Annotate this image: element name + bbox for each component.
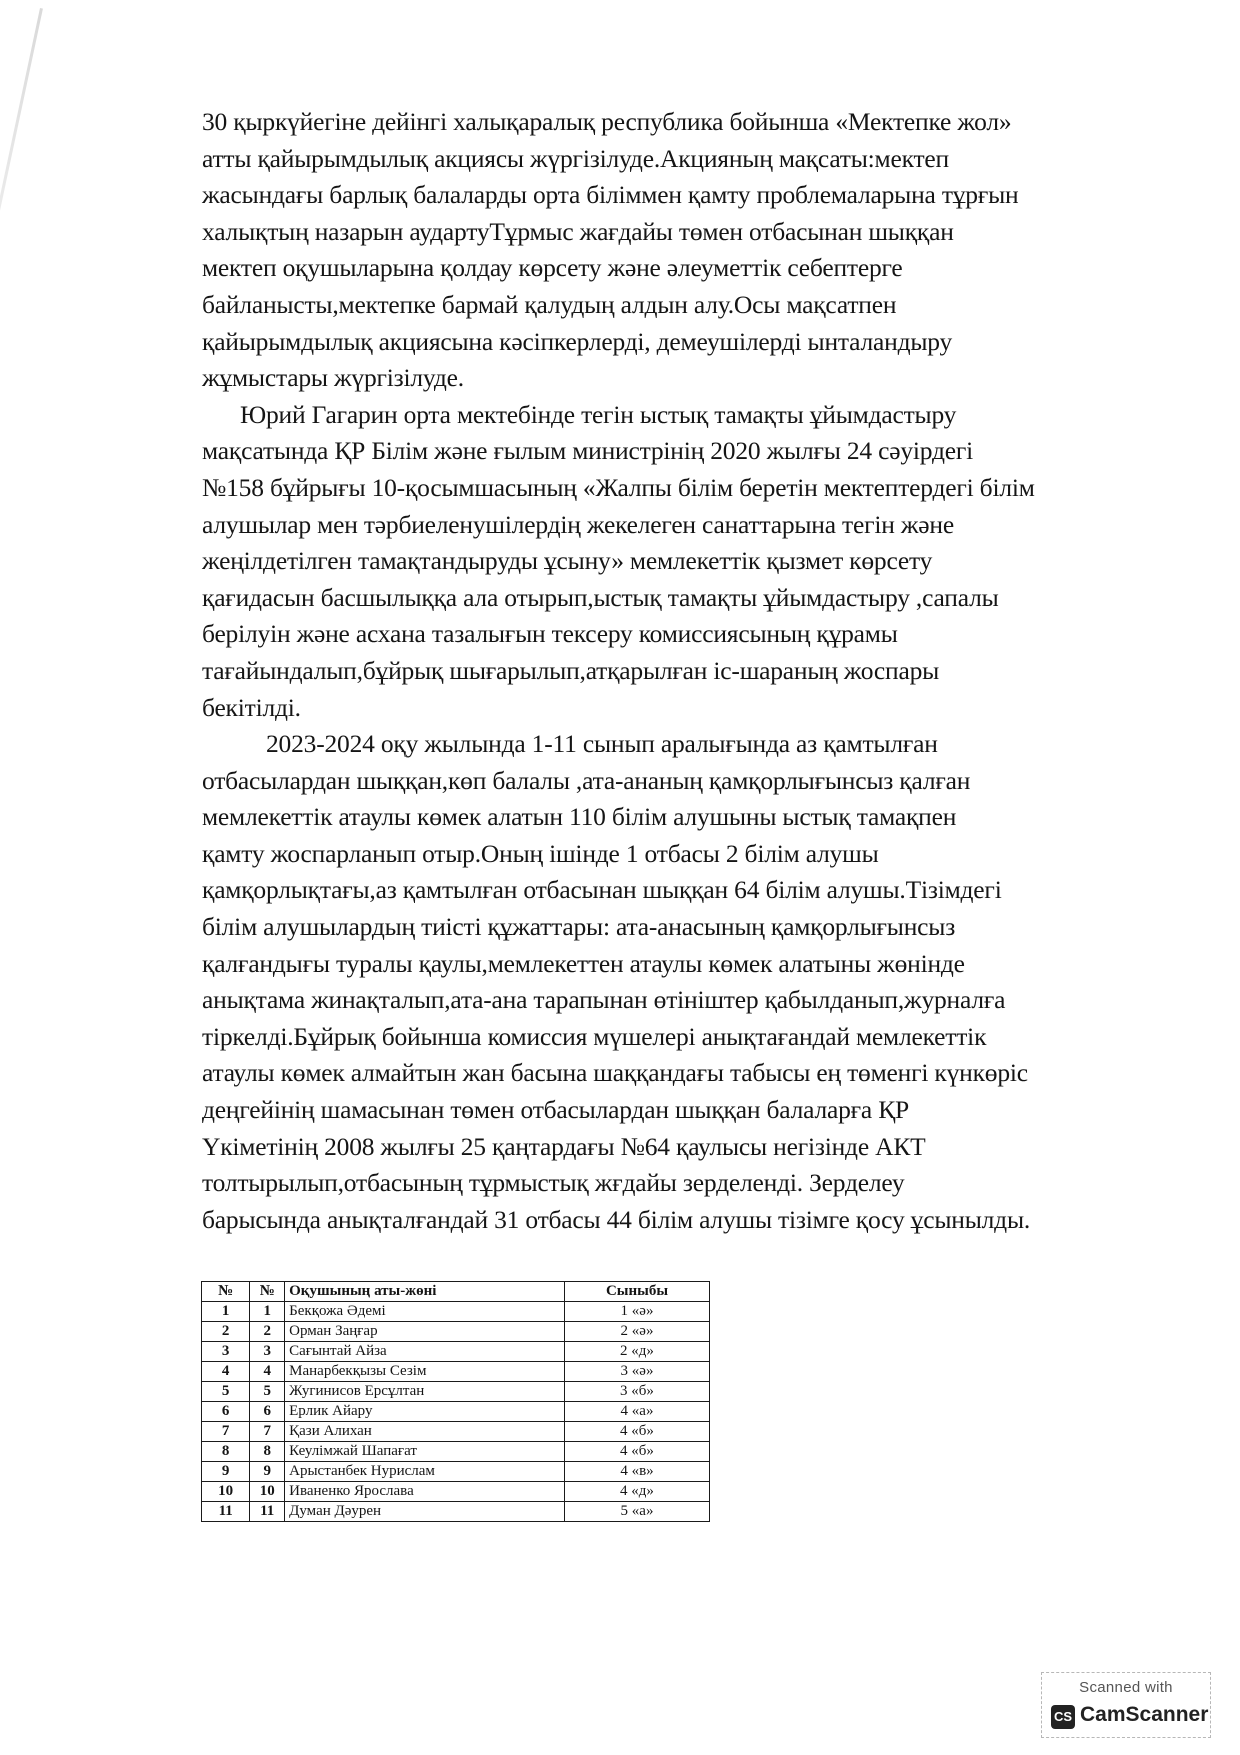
text-line: қамқорлықтағы,аз қамтылған отбасынан шыққан 64 білім алушы.Тізімдегі	[202, 875, 1002, 905]
cell-number-2: 4	[250, 1362, 285, 1382]
document-body	[202, 104, 1120, 1238]
text-line: мақсатында ҚР Білім және ғылым министрінің 2020 жылғы 24 сәуірдегі	[202, 436, 974, 466]
cell-number: 10	[202, 1482, 250, 1502]
cell-student-name: Арыстанбек Нурислам	[285, 1462, 565, 1482]
cell-grade: 1 «ә»	[564, 1302, 709, 1322]
text-line: 2023-2024 оқу жылында 1-11 сынып аралығында аз қамтылған	[266, 729, 938, 759]
cell-number: 11	[202, 1502, 250, 1522]
cell-number-2: 6	[250, 1402, 285, 1422]
cell-number-2: 9	[250, 1462, 285, 1482]
header-number-2: №	[250, 1282, 285, 1302]
cell-number-2: 8	[250, 1442, 285, 1462]
cell-number-2: 7	[250, 1422, 285, 1442]
cell-number: 7	[202, 1422, 250, 1442]
cell-grade: 3 «ә»	[564, 1362, 709, 1382]
cell-student-name: Бекқожа Әдемі	[285, 1302, 565, 1322]
camscanner-badge	[1041, 1672, 1211, 1738]
text-line: қамту жоспарланып отыр.Оның ішінде 1 отбасы 2 білім алушы	[202, 838, 879, 868]
cell-number: 2	[202, 1322, 250, 1342]
header-student-name: Оқушының аты-жөні	[285, 1282, 565, 1302]
text-line: халықтың назарын аудартуТұрмыс жағдайы төмен отбасынан шыққан	[202, 216, 954, 246]
table-row	[202, 1342, 710, 1362]
cell-grade: 4 «д»	[564, 1482, 709, 1502]
cell-number-2: 10	[250, 1482, 285, 1502]
cell-student-name: Қази Алихан	[285, 1422, 565, 1442]
text-line: берілуін және асхана тазалығын тексеру комиссиясының құрамы	[202, 619, 898, 649]
cell-number-2: 5	[250, 1382, 285, 1402]
table-row	[202, 1462, 710, 1482]
table-row	[202, 1302, 710, 1322]
text-line: байланысты,мектепке бармай қалудың алдын алу.Осы мақсатпен	[202, 289, 897, 319]
camscanner-brand-name: CamScanner	[1080, 1703, 1209, 1726]
cell-student-name: Кеулімжай Шапағат	[285, 1442, 565, 1462]
table-row	[202, 1502, 710, 1522]
paragraph-free-meals	[202, 397, 1120, 726]
text-line: деңгейінің шамасынан төмен отбасылардан шыққан балаларға ҚР	[202, 1095, 909, 1125]
table-row	[202, 1322, 710, 1342]
table-row	[202, 1362, 710, 1382]
cell-student-name: Орман Заңғар	[285, 1322, 565, 1342]
table-row	[202, 1482, 710, 1502]
cell-number: 8	[202, 1442, 250, 1462]
table-row	[202, 1442, 710, 1462]
paragraph-charity-action	[202, 104, 1120, 397]
text-line: жеңілдетілген тамақтандыруды ұсыну» мемлекеттік қызмет көрсету	[202, 546, 933, 576]
table-header-row	[202, 1282, 710, 1302]
cell-student-name: Иваненко Ярослава	[285, 1482, 565, 1502]
text-line: Үкіметінің 2008 жылғы 25 қаңтардағы №64 қаулысы негізінде АКТ	[202, 1131, 926, 1161]
cell-grade: 2 «ә»	[564, 1322, 709, 1342]
cell-student-name: Ерлик Айару	[285, 1402, 565, 1422]
table-row	[202, 1382, 710, 1402]
cell-grade: 4 «б»	[564, 1422, 709, 1442]
paragraph-school-year	[202, 726, 1120, 1238]
cell-grade: 4 «в»	[564, 1462, 709, 1482]
text-line: 30 қыркүйегіне дейінгі халықаралық республика бойынша «Мектепке жол»	[202, 107, 1012, 136]
cell-number-2: 1	[250, 1302, 285, 1322]
text-line: отбасылардан шыққан,көп балалы ,ата-ананың қамқорлығынсыз қалған	[202, 765, 971, 795]
table-row	[202, 1402, 710, 1422]
cell-number-2: 11	[250, 1502, 285, 1522]
camscanner-logo-icon: CS	[1051, 1705, 1075, 1729]
text-line: атаулы көмек алмайтын жан басына шаққандағы табысы ең төменгі күнкөріс	[202, 1058, 1028, 1088]
text-line: қағидасын басшылыққа ала отырып,ыстық тамақты ұйымдастыру ,сапалы	[202, 582, 999, 612]
cell-student-name: Сағынтай Айза	[285, 1342, 565, 1362]
text-line: барысында анықталғандай 31 отбасы 44 білім алушы тізімге қосу ұсынылды.	[202, 1204, 1031, 1234]
cell-number: 6	[202, 1402, 250, 1422]
cell-number-2: 3	[250, 1342, 285, 1362]
cell-number: 4	[202, 1362, 250, 1382]
cell-student-name: Жугинисов Ерсұлтан	[285, 1382, 565, 1402]
text-line: бекітілді.	[202, 692, 301, 722]
students-table	[201, 1281, 710, 1522]
table-row	[202, 1422, 710, 1442]
cell-number-2: 2	[250, 1322, 285, 1342]
text-line: қалғандығы туралы қаулы,мемлекеттен атаулы көмек алатыны жөнінде	[202, 948, 965, 978]
cell-grade: 3 «б»	[564, 1382, 709, 1402]
cell-grade: 4 «а»	[564, 1402, 709, 1422]
cell-number: 1	[202, 1302, 250, 1322]
header-number: №	[202, 1282, 250, 1302]
cell-student-name: Манарбекқызы Сезім	[285, 1362, 565, 1382]
header-grade: Сыныбы	[564, 1282, 709, 1302]
cell-number: 3	[202, 1342, 250, 1362]
scanned-with-label: Scanned with	[1079, 1679, 1173, 1696]
text-line: толтырылып,отбасының тұрмыстық жғдайы зерделенді. Зерделеу	[202, 1168, 905, 1198]
text-line: қайырымдылық акциясына кәсіпкерлерді, демеушілерді ынталандыру	[202, 326, 953, 356]
text-line: тағайындалып,бұйрық шығарылып,атқарылған іс-шараның жоспары	[202, 655, 940, 685]
cell-student-name: Думан Дәурен	[285, 1502, 565, 1522]
scan-edge-mark	[0, 8, 43, 243]
cell-number: 5	[202, 1382, 250, 1402]
cell-grade: 5 «а»	[564, 1502, 709, 1522]
cell-number: 9	[202, 1462, 250, 1482]
text-line: білім алушылардың тиісті құжаттары: ата-анасының қамқорлығынсыз	[202, 912, 956, 942]
text-line: жасындағы барлық балаларды орта біліммен қамту проблемаларына тұрғын	[202, 180, 1019, 210]
text-line: атты қайырымдылық акциясы жүргізілуде.Акцияның мақсаты:мектеп	[202, 143, 949, 173]
text-line: №158 бұйрығы 10-қосымшасының «Жалпы білім беретін мектептердегі білім	[202, 472, 1035, 502]
text-line: алушылар мен тәрбиеленушілердің жекелеген санаттарына тегін және	[202, 509, 954, 539]
cell-grade: 4 «б»	[564, 1442, 709, 1462]
text-line: жұмыстары жүргізілуде.	[202, 363, 464, 393]
text-line: мемлекеттік атаулы көмек алатын 110 білім алушыны ыстық тамақпен	[202, 802, 957, 832]
text-line: мектеп оқушыларына қолдау көрсету және әлеуметтік себептерге	[202, 253, 903, 283]
text-line: Юрий Гагарин орта мектебінде тегін ыстық тамақты ұйымдастыру	[240, 399, 957, 429]
text-line: анықтама жинақталып,ата-ана тарапынан өтініштер қабылданып,журналға	[202, 985, 1006, 1015]
cell-grade: 2 «д»	[564, 1342, 709, 1362]
text-line: тіркелді.Бұйрық бойынша комиссия мүшелері анықтағандай мемлекеттік	[202, 1021, 987, 1051]
